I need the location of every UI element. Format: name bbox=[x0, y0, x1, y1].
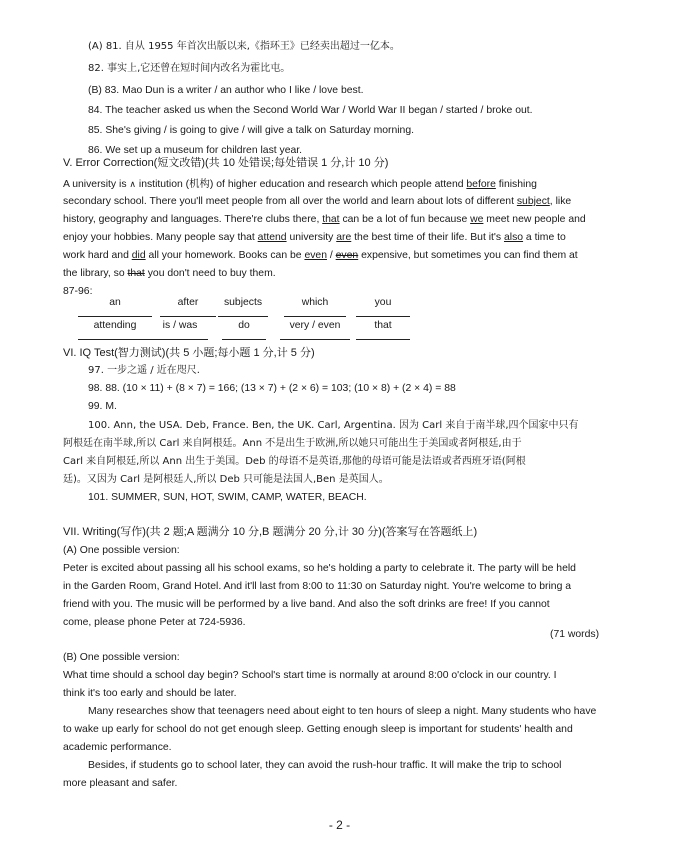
answer-99: 99. M. bbox=[88, 401, 117, 412]
blank-answer: attending bbox=[78, 319, 152, 340]
passage-line-4: enjoy your hobbies. Many people say that attend university are the best time of their life. But it's also a time to bbox=[63, 232, 566, 243]
writing-a-line: come, please phone Peter at 724-5936. bbox=[63, 617, 246, 628]
blank-answer: you bbox=[356, 296, 410, 317]
word-count: (71 words) bbox=[550, 629, 600, 640]
answer-100-line: 阿根廷在南半球,所以 Carl 来自阿根廷。Ann 不是出生于欧洲,所以她只可能出生于美国或者阿根廷,由于 bbox=[63, 438, 522, 449]
writing-b-line: think it's too early and should be later. bbox=[63, 688, 237, 699]
section-vi-heading: VI. IQ Test(智力测试)(共 5 小题;每小题 1 分,计 5 分) bbox=[63, 347, 315, 359]
section-vii-heading: VII. Writing(写作)(共 2 题;A 题满分 10 分,B 题满分 20 分,计 30 分)(答案写在答题纸上) bbox=[63, 526, 478, 538]
writing-b-line: What time should a school day begin? School's start time is normally at around 8:00 o'clock in our country. I bbox=[63, 670, 557, 681]
blank-answer: do bbox=[222, 319, 266, 340]
passage-line-3: history, geography and languages. There're clubs there, that can be a lot of fun because we meet new people and bbox=[63, 214, 586, 225]
writing-a-line: in the Garden Room, Grand Hotel. And it'll last from 8:00 to 11:30 on Saturday night. You're welcome to bring a bbox=[63, 581, 572, 592]
blank-answer: an bbox=[78, 296, 152, 317]
answer-85: 85. She's giving / is going to give / will give a talk on Saturday morning. bbox=[88, 125, 415, 136]
writing-b-line: Besides, if students go to school later, they can avoid the rush-hour traffic. It will make the trip to school bbox=[88, 760, 562, 771]
answer-82: 82. 事实上,它还曾在短时间内改名为霍比屯。 bbox=[88, 63, 291, 74]
writing-b-line: to wake up early for school do not get enough sleep. Getting enough sleep is important for students' health and bbox=[63, 724, 573, 735]
answer-83: (B) 83. Mao Dun is a writer / an author who I like / love best. bbox=[88, 85, 364, 96]
writing-a-line: friend with you. The music will be performed by a live band. And also the soft drinks are free! If you cannot bbox=[63, 599, 550, 610]
passage-line-5: work hard and did all your homework. Books can be even / even expensive, but sometimes you can find them at bbox=[63, 250, 578, 261]
page-number: - 2 - bbox=[328, 818, 351, 832]
writing-b-line: Many researches show that teenagers need about eight to ten hours of sleep a night. Many students who have bbox=[88, 706, 597, 717]
blank-answer: very / even bbox=[280, 319, 350, 340]
passage-line-1: A university is ∧ institution (机构) of higher education and research which people attend before finishing bbox=[63, 179, 537, 190]
blank-answer: after bbox=[160, 296, 216, 317]
answer-97: 97. 一步之遥 / 近在咫尺. bbox=[88, 365, 200, 376]
answer-range-label: 87-96: bbox=[63, 286, 93, 297]
answer-81: (A) 81. 自从 1955 年首次出版以来,《指环王》已经卖出超过一亿本。 bbox=[88, 41, 400, 52]
blank-answer: that bbox=[356, 319, 410, 340]
passage-line-2: secondary school. There you'll meet people from all over the world and learn about lots of different subject, like bbox=[63, 196, 572, 207]
answer-100-line: 廷)。又因为 Carl 是阿根廷人,所以 Deb 只可能是法国人,Ben 是英国人。 bbox=[63, 474, 389, 485]
writing-a-title: (A) One possible version: bbox=[63, 545, 180, 556]
section-v-heading: V. Error Correction(短文改错)(共 10 处错误;每处错误 1 分,计 10 分) bbox=[63, 157, 389, 169]
blank-answer: subjects bbox=[218, 296, 268, 317]
blank-answer: which bbox=[284, 296, 346, 317]
writing-b-line: more pleasant and safer. bbox=[63, 778, 178, 789]
answer-86: 86. We set up a museum for children last year. bbox=[88, 145, 303, 156]
answer-84: 84. The teacher asked us when the Second World War / World War II began / started / broke out. bbox=[88, 105, 533, 116]
writing-a-line: Peter is excited about passing all his school exams, so he's holding a party to celebrate it. The party will be held bbox=[63, 563, 576, 574]
answer-100-line: Carl 来自阿根廷,所以 Ann 出生于美国。Deb 的母语不是英语,那他的母语可能是法语或者西班牙语(阿根 bbox=[63, 456, 526, 467]
writing-b-title: (B) One possible version: bbox=[63, 652, 180, 663]
passage-line-6: the library, so that you don't need to buy them. bbox=[63, 268, 276, 279]
blank-answer: is / was bbox=[152, 319, 208, 340]
writing-b-line: academic performance. bbox=[63, 742, 172, 753]
answer-98: 98. 88. (10 × 11) + (8 × 7) = 166; (13 × 7) + (2 × 6) = 103; (10 × 8) + (2 × 4) = 88 bbox=[88, 383, 456, 394]
answer-100-line: 100. Ann, the USA. Deb, France. Ben, the UK. Carl, Argentina. 因为 Carl 来自于南半球,四个国家中只有 bbox=[88, 420, 579, 431]
answer-101: 101. SUMMER, SUN, HOT, SWIM, CAMP, WATER, BEACH. bbox=[88, 492, 367, 503]
